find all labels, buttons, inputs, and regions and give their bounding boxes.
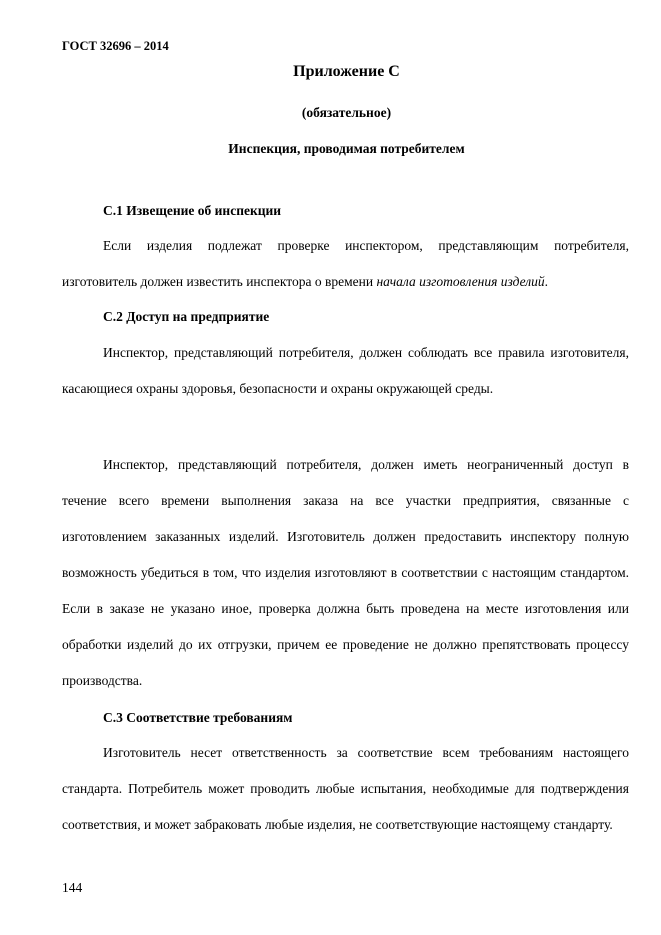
section-c3-heading: С.3 Соответствие требованиям	[103, 710, 293, 725]
section-c3-paragraph-1: Изготовитель несет ответственность за соответствие всем требованиям настоящего стандарта. Потребитель может проводить любые испытания, необходимые для подтверждения соответствия, и может забраковать любые изделия, не соответствующие настоящему стандарту.	[62, 745, 629, 832]
section-c1-heading: С.1 Извещение об инспекции	[103, 203, 282, 218]
appendix-title: Приложение С	[293, 63, 400, 80]
document-standard-code: ГОСТ 32696 – 2014	[62, 39, 169, 53]
appendix-status: (обязательное)	[301, 105, 392, 120]
appendix-subject: Инспекция, проводимая потребителем	[228, 141, 465, 156]
section-c2-heading: С.2 Доступ на предприятие	[103, 309, 270, 324]
paragraph-italic-text: начала изготовления изделий	[376, 274, 545, 289]
section-c2-paragraph-2: Инспектор, представляющий потребителя, должен иметь неограниченный доступ в течение всего времени выполнения заказа на все участки предприятия, связанные с изготовлением заказанных изделий. Изготовитель должен предоставить инспектору полную возможность убедиться в том, что изделия изготовляют в соответствии с настоящим стандартом. Если в заказе не указано иное, проверка должна быть проведена на месте изготовления или обработки изделий до их отгрузки, причем ее проведение не должно препятствовать процессу производства.	[62, 457, 629, 688]
section-c2-paragraph-1: Инспектор, представляющий потребителя, должен соблюдать все правила изготовителя, касающиеся охраны здоровья, безопасности и охраны окружающей среды.	[62, 345, 629, 396]
page-number: 144	[62, 880, 83, 895]
paragraph-tail: .	[544, 274, 549, 289]
paragraph-text: Если изделия подлежат проверке инспектором, представляющим потребителя, изготовитель должен известить инспектора о времени	[62, 238, 629, 289]
section-c1-paragraph-1	[62, 228, 629, 300]
